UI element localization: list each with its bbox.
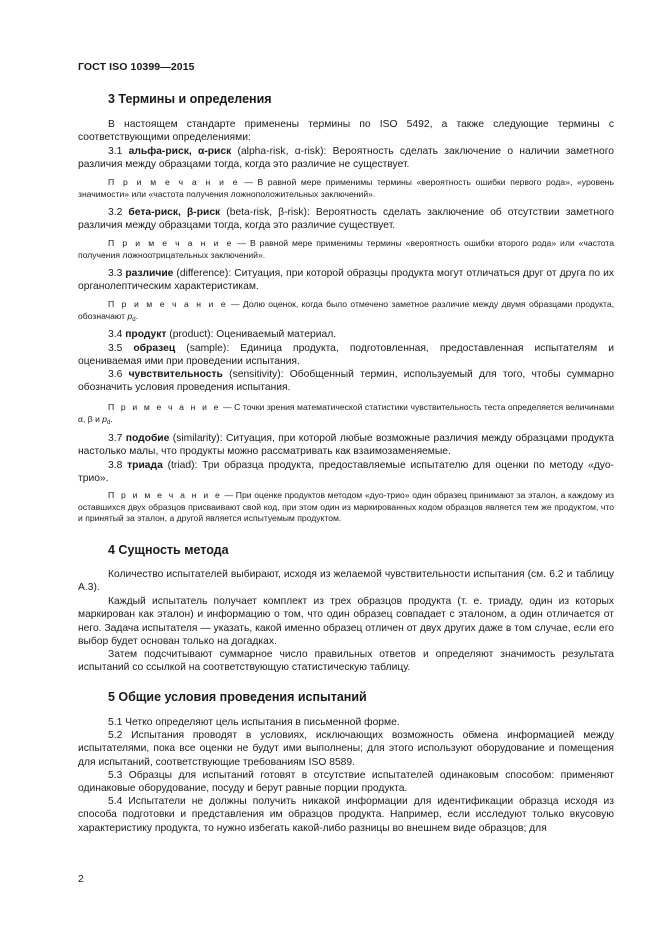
clause-5-2: 5.2 Испытания проводят в условиях, исключающих возможность обмена информацией между испытателями, пока все оценки не будут ими выполнены; для этого используют оборудование и помещения для испытаний, соответствующие требованиям ISO 8589. (78, 730, 614, 768)
term-3-3-name: различие (125, 268, 174, 279)
term-3-6-name: чувствительность (128, 369, 223, 380)
section-4-heading: 4 Сущность метода (108, 543, 229, 557)
term-3-1: 3.1 альфа-риск, α-риск (alpha-risk, α-risk): Вероятность сделать заключение о наличии заметного различия между образцами тогда, когда это различие не существует. (78, 146, 614, 171)
term-3-4: 3.4 продукт (product): Оцениваемый материал. (108, 329, 337, 340)
term-3-7: 3.7 подобие (similarity): Ситуация, при которой любые возможные различия между образцами продукта настолько малы, что продукты можно рассматривать как взаимозаменяемые. (78, 433, 614, 458)
note-3-6: П р и м е ч а н и е — С точки зрения математической статистики чувствительность теста определяется величинами α, β и $p_d$. (78, 402, 614, 426)
note-3-8: П р и м е ч а н и е — При оценке продуктов методом «дуо-трио» один образец принимают за эталон, а каждому из оставшихся двух образцов присваивают свой код, при этом один из маркированных кодом образцов является тем же продуктом, что и принятый за эталон, а другой является испытуемым продуктом. (78, 490, 615, 524)
term-3-2: 3.2 бета-риск, β-риск (beta-risk, β-risk): Вероятность сделать заключение об отсутствии заметного различия между образцами тогда, когда это различие существует. (78, 207, 614, 232)
clause-5-4: 5.4 Испытатели не должны получить никакой информации для идентификации образца исходя из способа подготовки и представления им образцов продукта. Например, если исследуют только вкусовую характеристику продукта, то нужно избегать какой-либо разницы во внешнем виде образцов; для (78, 796, 614, 834)
note-3-1: П р и м е ч а н и е — В равной мере применимы термины «вероятность ошибки первого рода», «уровень значимости» или «частота получения ложноположительных заключений». (78, 177, 615, 199)
section-4-paragraph-3: Затем подсчитывают суммарное число правильных ответов и определяют значимость результата испытаний со ссылкой на соответствующую статистическую таблицу. (78, 649, 614, 674)
page-number: 2 (78, 873, 84, 885)
section-5-heading: 5 Общие условия проведения испытаний (108, 690, 367, 704)
term-3-4-name: продукт (125, 329, 167, 340)
section-3-intro: В настоящем стандарте применены термины по ISO 5492, а также следующие термины с соответствующими определениями: (78, 119, 614, 144)
term-3-8: 3.8 триада (triad): Три образца продукта, предоставляемые испытателю для оценки по методу «дуо-трио». (78, 460, 614, 485)
term-3-7-name: подобие (125, 433, 170, 444)
term-3-2-name: бета-риск, β-риск (128, 207, 221, 218)
note-3-2: П р и м е ч а н и е — В равной мере применимы термины «вероятность ошибки второго рода» или «частота получения ложноотрицательных заключений». (78, 238, 615, 260)
clause-5-1: 5.1 Четко определяют цель испытания в письменной форме. (108, 717, 400, 728)
term-3-3: 3.3 различие (difference): Ситуация, при которой образцы продукта могут отличаться друг от друга по их органолептическим характеристикам. (78, 268, 614, 293)
term-3-5: 3.5 образец (sample): Единица продукта, подготовленная, предоставленная испытателям и оцениваемая ими при проведении испытания. (78, 343, 614, 368)
term-3-8-name: триада (127, 460, 163, 471)
term-3-6: 3.6 чувствительность (sensitivity): Обобщенный термин, используемый для того, чтобы суммарно обозначить условия проведения испытания. (78, 369, 614, 394)
section-3-heading: 3 Термины и определения (108, 92, 272, 106)
section-4-paragraph-1: Количество испытателей выбирают, исходя из желаемой чувствительности испытания (см. 6.2 и таблицу А.3). (78, 569, 614, 594)
note-3-3: П р и м е ч а н и е — Долю оценок, когда было отмечено заметное различие между двумя образцами продукта, обозначают $p_d$. (78, 299, 614, 323)
term-3-5-name: образец (133, 343, 176, 354)
term-3-1-name: альфа-риск, α-риск (128, 146, 232, 157)
clause-5-3: 5.3 Образцы для испытаний готовят в отсутствие испытателей одинаковым способом: применяют одинаковые оборудование, посуду и берут равные порции продукта. (78, 770, 614, 795)
section-4-paragraph-2: Каждый испытатель получает комплект из трех образцов продукта (т. е. триаду, один из которых маркирован как эталон) и информацию о том, что один образец совпадает с эталоном, а один отличается от него. Задача испытателя — указать, какой именно образец отличен от двух других даже в том случае, если его выбор будет основан только на догадках. (78, 596, 614, 647)
document-header: ГОСТ ISO 10399—2015 (78, 61, 195, 73)
